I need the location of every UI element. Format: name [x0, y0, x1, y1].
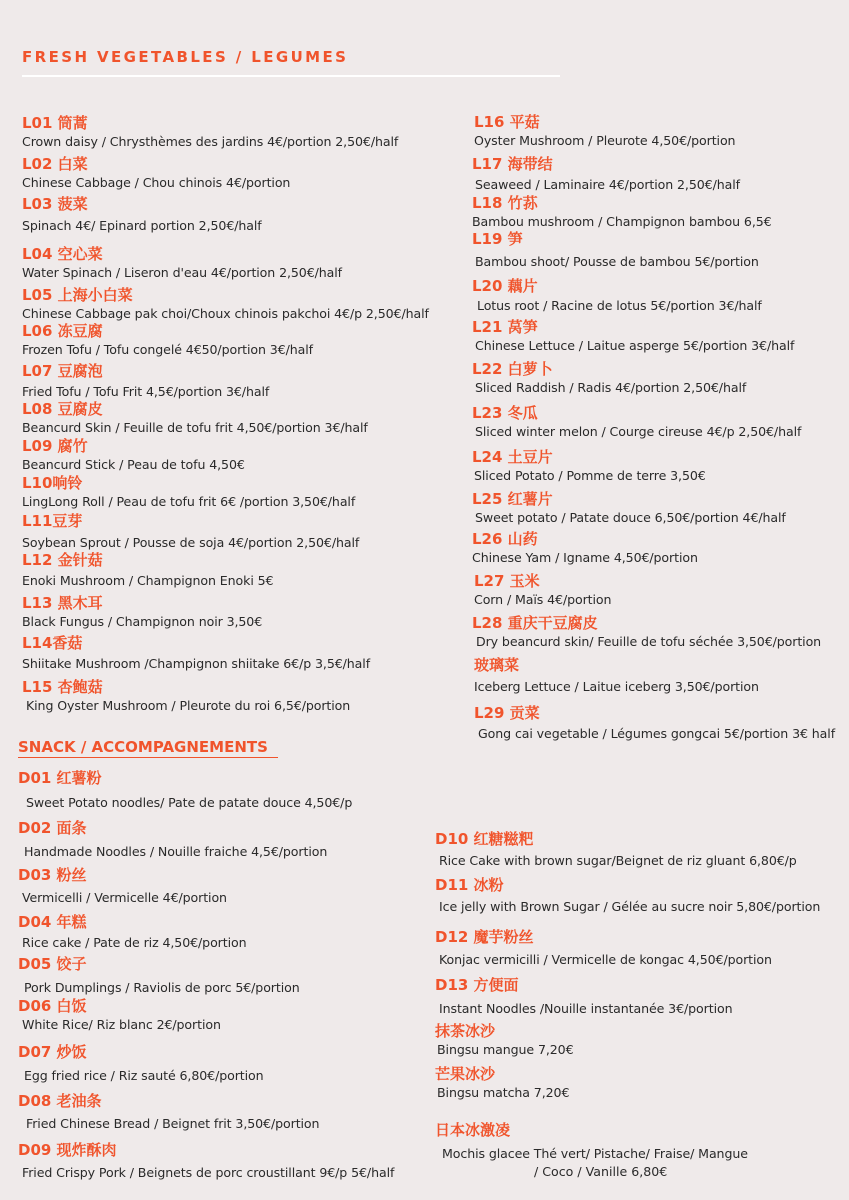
- item-description: Bingsu mangue 7,20€: [437, 1042, 574, 1057]
- menu-item: [435, 1121, 748, 1180]
- item-description: Sliced winter melon / Courge cireuse 4€/p 2,50€/half: [475, 424, 802, 439]
- menu-item: [472, 614, 821, 650]
- item-code: L23 冬瓜: [472, 404, 538, 422]
- item-code: L05 上海小白菜: [22, 286, 133, 304]
- item-description: Pork Dumplings / Raviolis de porc 5€/portion: [24, 980, 300, 995]
- item-description: Shiitake Mushroom /Champignon shiitake 6€/p 3,5€/half: [22, 656, 371, 671]
- menu-item: [472, 318, 794, 354]
- menu-item: [22, 362, 269, 400]
- item-description: Handmade Noodles / Nouille fraiche 4,5€/portion: [24, 844, 328, 859]
- item-code: L27 玉米: [474, 572, 540, 590]
- item-code: L28 重庆干豆腐皮: [472, 614, 598, 632]
- section-heading-vegetables: FRESH VEGETABLES / LEGUMES: [22, 48, 349, 66]
- item-code: L19 笋: [472, 230, 523, 248]
- item-description: Rice Cake with brown sugar/Beignet de riz gluant 6,80€/p: [439, 853, 797, 868]
- item-code: L21 莴笋: [472, 318, 538, 336]
- item-code: L07 豆腐泡: [22, 362, 103, 380]
- menu-item: [18, 1141, 394, 1181]
- item-code: L02 白菜: [22, 155, 88, 173]
- item-code: D08 老油条: [18, 1092, 102, 1110]
- item-code: L20 藕片: [472, 277, 538, 295]
- item-description: Chinese Lettuce / Laitue asperge 5€/portion 3€/half: [475, 338, 795, 353]
- menu-item: [22, 195, 262, 234]
- menu-item: [474, 572, 611, 608]
- item-description: Fried Crispy Pork / Beignets de porc croustillant 9€/p 5€/half: [22, 1165, 395, 1180]
- menu-item: [22, 634, 370, 672]
- item-description: White Rice/ Riz blanc 2€/portion: [22, 1017, 221, 1032]
- menu-item: [22, 322, 313, 358]
- menu-item: [22, 594, 262, 630]
- menu-item: [22, 474, 355, 510]
- item-description: Spinach 4€/ Epinard portion 2,50€/half: [22, 218, 262, 233]
- menu-item: [22, 286, 429, 322]
- menu-item: [18, 913, 246, 951]
- item-code: D10 红糖糍粑: [435, 830, 534, 848]
- item-description: Soybean Sprout / Pousse de soja 4€/portion 2,50€/half: [22, 535, 360, 550]
- item-description: Sweet Potato noodles/ Pate de patate douce 4,50€/p: [26, 795, 353, 810]
- item-description: Sliced Potato / Pomme de terre 3,50€: [474, 468, 706, 483]
- menu-item: [435, 928, 772, 968]
- item-description: Water Spinach / Liseron d'eau 4€/portion 2,50€/half: [22, 265, 342, 280]
- item-code: L13 黑木耳: [22, 594, 103, 612]
- item-description: Frozen Tofu / Tofu congelé 4€50/portion 3€/half: [22, 342, 313, 357]
- item-code: L29 贡菜: [474, 704, 540, 722]
- item-description: Oyster Mushroom / Pleurote 4,50€/portion: [474, 133, 736, 148]
- item-code: L16 平菇: [474, 113, 540, 131]
- heading-divider: [22, 75, 560, 77]
- item-description: King Oyster Mushroom / Pleurote du roi 6,5€/portion: [26, 698, 351, 713]
- menu-item: [22, 437, 245, 473]
- item-code: D07 炒饭: [18, 1043, 87, 1061]
- menu-item: [18, 997, 221, 1033]
- item-description: Dry beancurd skin/ Feuille de tofu séchée 3,50€/portion: [476, 634, 822, 649]
- item-description: Chinese Cabbage pak choi/Choux chinois pakchoi 4€/p 2,50€/half: [22, 306, 429, 321]
- item-code: D02 面条: [18, 819, 87, 837]
- item-code: L11豆芽: [22, 512, 83, 530]
- menu-item: [18, 1092, 319, 1132]
- item-code: L04 空心菜: [22, 245, 103, 263]
- item-description: Enoki Mushroom / Champignon Enoki 5€: [22, 573, 274, 588]
- item-description: Sweet potato / Patate douce 6,50€/portion 4€/half: [475, 510, 786, 525]
- item-description: Fried Tofu / Tofu Frit 4,5€/portion 3€/half: [22, 384, 270, 399]
- item-description: Vermicelli / Vermicelle 4€/portion: [22, 890, 227, 905]
- menu-item: [435, 1022, 574, 1058]
- item-description: Gong cai vegetable / Légumes gongcai 5€/portion 3€ half: [478, 726, 836, 741]
- item-code: L14香菇: [22, 634, 83, 652]
- item-description: Beancurd Stick / Peau de tofu 4,50€: [22, 457, 245, 472]
- item-description-continued: / Coco / Vanille 6,80€: [534, 1164, 668, 1179]
- item-code: D12 魔芋粉丝: [435, 928, 534, 946]
- menu-item: [22, 551, 273, 589]
- menu-item: [472, 230, 759, 270]
- item-code: L03 菠菜: [22, 195, 88, 213]
- item-code: D11 冰粉: [435, 876, 504, 894]
- menu-item: [22, 245, 342, 281]
- menu-item: [18, 955, 300, 996]
- item-description: Konjac vermicilli / Vermicelle de kongac 4,50€/portion: [439, 952, 772, 967]
- item-description: Lotus root / Racine de lotus 5€/portion 3€/half: [477, 298, 762, 313]
- menu-item: [472, 277, 762, 314]
- menu-item: [435, 830, 797, 869]
- item-description: Beancurd Skin / Feuille de tofu frit 4,50€/portion 3€/half: [22, 420, 368, 435]
- item-description: Iceberg Lettuce / Laitue iceberg 3,50€/portion: [474, 679, 759, 694]
- item-description: Fried Chinese Bread / Beignet frit 3,50€/portion: [26, 1116, 320, 1131]
- item-description: Rice cake / Pate de riz 4,50€/portion: [22, 935, 247, 950]
- item-code: L24 土豆片: [472, 448, 553, 466]
- item-description: Black Fungus / Champignon noir 3,50€: [22, 614, 263, 629]
- menu-item: [472, 530, 698, 566]
- menu-item: [22, 400, 368, 436]
- item-code: D03 粉丝: [18, 866, 87, 884]
- item-code: 芒果冰沙: [435, 1065, 496, 1083]
- item-code: D04 年糕: [18, 913, 87, 931]
- item-description: Corn / Maïs 4€/portion: [474, 592, 612, 607]
- item-code: 日本冰激凌: [435, 1121, 511, 1139]
- item-code: L18 竹荪: [472, 194, 538, 212]
- item-code: L08 豆腐皮: [22, 400, 103, 418]
- item-code: L15 杏鲍菇: [22, 678, 103, 696]
- section-heading-snack: SNACK / ACCOMPAGNEMENTS: [18, 738, 279, 756]
- menu-item: [435, 976, 732, 1017]
- item-description: Mochis glacee Thé vert/ Pistache/ Fraise/ Mangue: [442, 1146, 748, 1161]
- item-code: L22 白萝卜: [472, 360, 553, 378]
- menu-item: [472, 490, 786, 526]
- menu-item: [474, 704, 835, 742]
- menu-item: [472, 360, 746, 396]
- item-code: D09 现炸酥肉: [18, 1141, 117, 1159]
- menu-item: [474, 113, 735, 149]
- item-description: Chinese Yam / Igname 4,50€/portion: [472, 550, 698, 565]
- menu-item: [472, 404, 801, 440]
- item-code: L10响铃: [22, 474, 83, 492]
- menu-item: [18, 1043, 264, 1084]
- item-code: 玻璃菜: [474, 656, 520, 674]
- item-code: L01 筒蒿: [22, 114, 88, 132]
- menu-item: [22, 114, 398, 150]
- item-description: Bambou shoot/ Pousse de bambou 5€/portion: [475, 254, 759, 269]
- item-code: D13 方便面: [435, 976, 519, 994]
- menu-item: [472, 194, 772, 230]
- menu-item: [18, 769, 352, 811]
- item-code: L17 海带结: [472, 155, 553, 173]
- menu-item: [18, 866, 227, 906]
- item-description: Seaweed / Laminaire 4€/portion 2,50€/half: [475, 177, 740, 192]
- menu-item: [18, 819, 327, 860]
- menu-item: [22, 678, 350, 714]
- menu-item: [22, 512, 359, 551]
- item-code: L25 红薯片: [472, 490, 553, 508]
- item-code: D06 白饭: [18, 997, 87, 1015]
- item-code: L12 金针菇: [22, 551, 103, 569]
- item-description: Chinese Cabbage / Chou chinois 4€/portion: [22, 175, 291, 190]
- item-description: Egg fried rice / Riz sauté 6,80€/portion: [24, 1068, 264, 1083]
- item-description: LingLong Roll / Peau de tofu frit 6€ /portion 3,50€/half: [22, 494, 356, 509]
- item-code: D05 饺子: [18, 955, 87, 973]
- item-code: D01 红薯粉: [18, 769, 102, 787]
- menu-item: [472, 448, 706, 484]
- menu-item: [474, 656, 759, 695]
- menu-item: [22, 155, 290, 191]
- item-description: Instant Noodles /Nouille instantanée 3€/portion: [439, 1001, 733, 1016]
- menu-item: [435, 876, 820, 915]
- item-description: Crown daisy / Chrysthèmes des jardins 4€/portion 2,50€/half: [22, 134, 399, 149]
- item-code: L06 冻豆腐: [22, 322, 103, 340]
- item-description: Bambou mushroom / Champignon bambou 6,5€: [472, 214, 772, 229]
- item-code: 抹茶冰沙: [435, 1022, 496, 1040]
- menu-item: [435, 1065, 569, 1101]
- item-description: Sliced Raddish / Radis 4€/portion 2,50€/half: [475, 380, 747, 395]
- item-code: L26 山药: [472, 530, 538, 548]
- item-code: L09 腐竹: [22, 437, 88, 455]
- item-description: Ice jelly with Brown Sugar / Gélée au sucre noir 5,80€/portion: [439, 899, 821, 914]
- menu-item: [472, 155, 740, 193]
- item-description: Bingsu matcha 7,20€: [437, 1085, 570, 1100]
